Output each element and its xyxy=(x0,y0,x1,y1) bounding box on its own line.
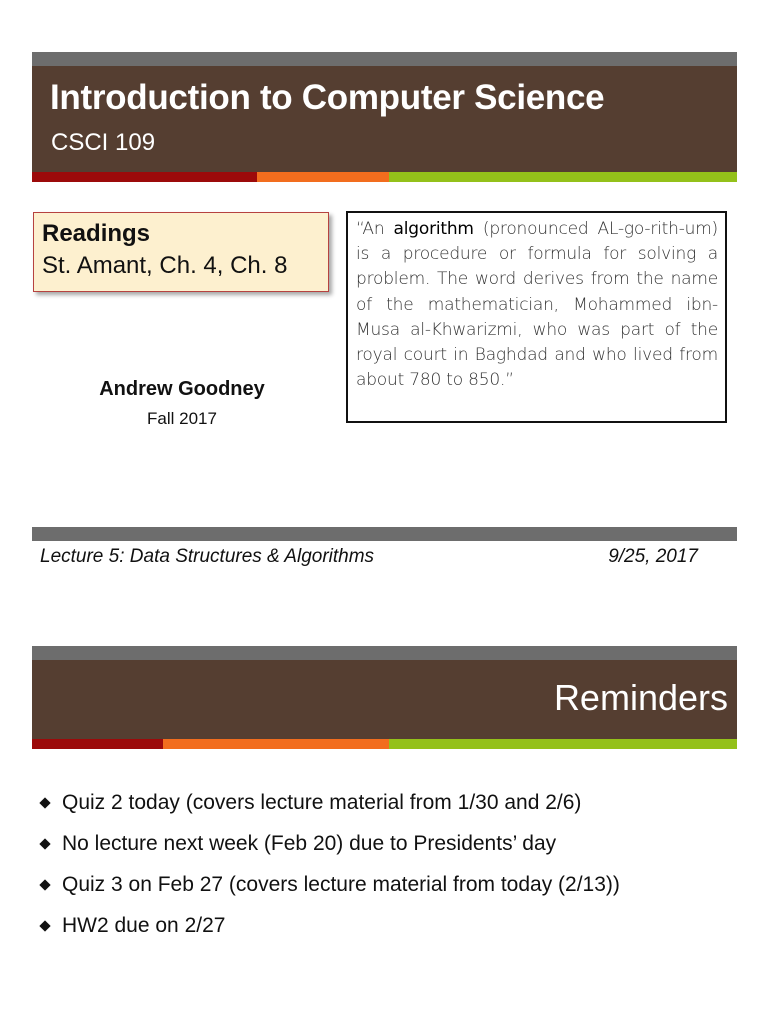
accent-bar-green xyxy=(389,172,737,182)
lecture-title: Lecture 5: Data Structures & Algorithms xyxy=(40,546,375,567)
list-item xyxy=(38,911,738,952)
readings-box xyxy=(33,212,329,292)
lecture-date: 9/25, 2017 xyxy=(608,546,698,567)
list-item-text: Quiz 2 today (covers lecture material from 1/30 and 2/6) xyxy=(62,791,582,814)
header-top-strip xyxy=(32,52,737,66)
quote-rest: (pronounced AL-go-rith-um) is a procedure or formula for solving a problem. The word derives from the name of the mathematician, Mohammed ibn-Musa al-Khwarizmi, who was part of the royal court in Baghdad and who lived from about 780 to 850.” xyxy=(356,219,718,391)
reminders-bar-orange xyxy=(163,739,389,749)
reminders-bar-green xyxy=(389,739,737,749)
list-item xyxy=(38,870,738,911)
diamond-bullet-icon xyxy=(39,879,50,890)
accent-bar-red xyxy=(32,172,257,182)
diamond-bullet-icon xyxy=(39,797,50,808)
reminders-bar-red xyxy=(32,739,163,749)
footer-strip xyxy=(32,527,737,541)
term-label: Fall 2017 xyxy=(147,409,217,428)
diamond-bullet-icon xyxy=(39,838,50,849)
diamond-bullet-icon xyxy=(39,920,50,931)
list-item xyxy=(38,788,738,829)
reminders-list xyxy=(38,788,738,952)
quote-open: “An xyxy=(356,219,394,239)
readings-text: St. Amant, Ch. 4, Ch. 8 xyxy=(42,252,288,279)
algorithm-quote xyxy=(346,211,727,423)
list-item-text: No lecture next week (Feb 20) due to Presidents’ day xyxy=(62,832,557,855)
reminders-top-strip xyxy=(32,646,737,660)
course-title: Introduction to Computer Science xyxy=(50,78,605,117)
quote-keyword: algorithm xyxy=(393,219,474,239)
course-code: CSCI 109 xyxy=(51,129,156,156)
accent-bar-orange xyxy=(257,172,389,182)
author-name: Andrew Goodney xyxy=(99,378,265,400)
reminders-title: Reminders xyxy=(553,677,728,718)
list-item-text: HW2 due on 2/27 xyxy=(62,914,226,937)
readings-heading: Readings xyxy=(42,220,151,247)
list-item-text: Quiz 3 on Feb 27 (covers lecture material from today (2/13)) xyxy=(62,873,620,896)
list-item xyxy=(38,829,738,870)
